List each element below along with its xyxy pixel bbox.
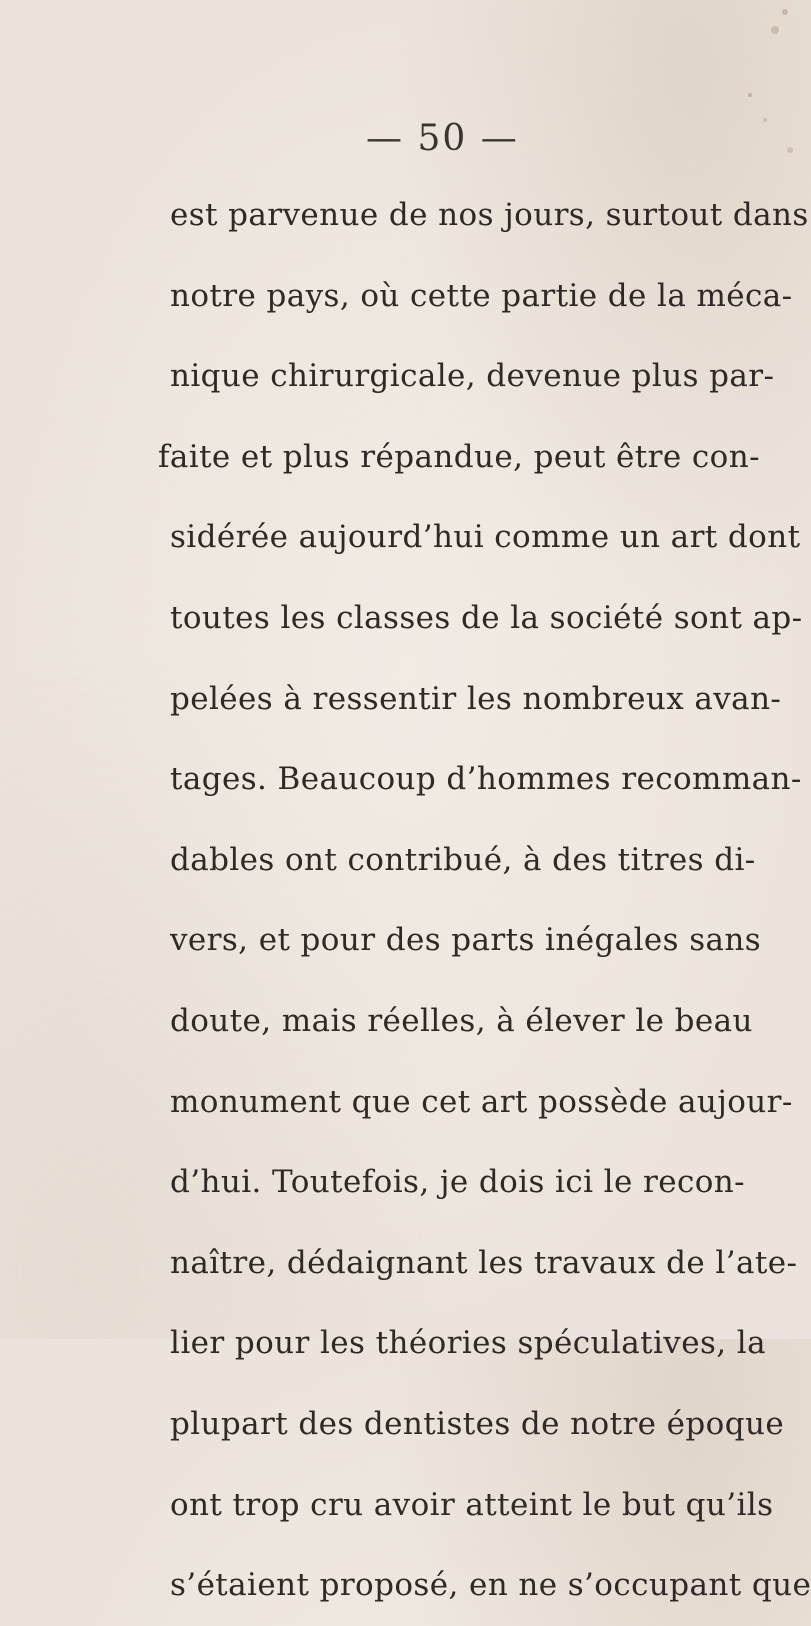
- text-line: plupart des dentistes de notre époque: [170, 1405, 785, 1442]
- text-line: nique chirurgicale, devenue plus par-: [170, 358, 775, 395]
- text-line: d’hui. Toutefois, je dois ici le recon-: [170, 1164, 746, 1201]
- text-line: sidérée aujourd’hui comme un art dont: [170, 519, 801, 556]
- paper-stain-decoration: [680, 0, 800, 200]
- text-line: faite et plus répandue, peut être con-: [158, 438, 760, 475]
- text-line: est parvenue de nos jours, surtout dans: [170, 197, 809, 233]
- text-line: doute, mais réelles, à élever le beau: [170, 1002, 753, 1039]
- text-line: notre pays, où cette partie de la méca-: [170, 277, 793, 314]
- text-line: s’étaient proposé, en ne s’occupant que: [170, 1567, 811, 1604]
- text-line: tages. Beaucoup d’hommes recomman-: [170, 761, 802, 798]
- text-line: dables ont contribué, à des titres di-: [170, 841, 756, 878]
- text-line: naître, dédaignant les travaux de l’ate-: [170, 1244, 798, 1281]
- text-line: vers, et pour des parts inégales sans: [170, 922, 762, 959]
- text-line: toutes les classes de la société sont ap-: [170, 599, 803, 636]
- text-line: lier pour les théories spéculatives, la: [170, 1325, 766, 1362]
- text-line: ont trop cru avoir atteint le but qu’ils: [170, 1486, 774, 1523]
- body-text: [158, 175, 811, 1626]
- text-line: monument que cet art possède aujour-: [170, 1083, 793, 1120]
- text-line: pelées à ressentir les nombreux avan-: [170, 680, 782, 717]
- page-number: — 50 —: [366, 118, 519, 159]
